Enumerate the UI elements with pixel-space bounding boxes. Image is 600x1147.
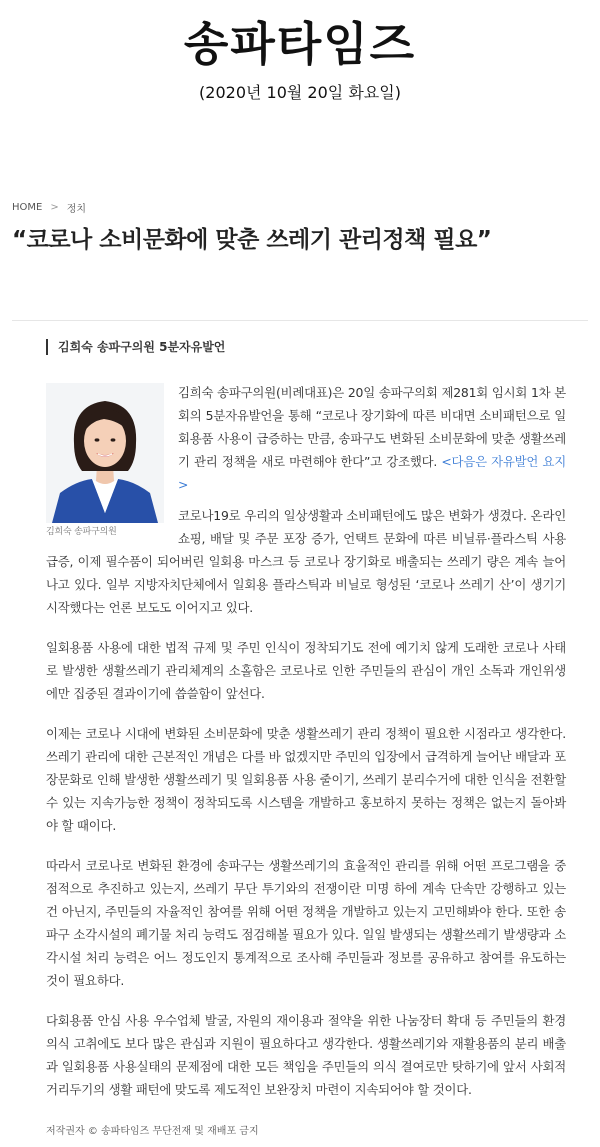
breadcrumb-home[interactable]: HOME — [12, 202, 43, 213]
site-title[interactable]: 송파타임즈 — [183, 17, 417, 71]
portrait-photo[interactable] — [46, 383, 164, 523]
article-headline: “코로나 소비문화에 맞춘 쓰레기 관리정책 필요” — [12, 227, 492, 253]
breadcrumb — [12, 200, 86, 215]
divider — [12, 320, 588, 321]
issue-date: (2020년 10월 20일 화요일) — [199, 83, 401, 102]
article-photo — [46, 383, 164, 539]
article-body — [46, 381, 566, 1118]
photo-caption: 김희숙 송파구의원 — [46, 527, 117, 537]
chevron-right-icon: > — [50, 202, 59, 213]
speech-summary-link[interactable]: <다음은 자유발언 요지> — [178, 454, 566, 492]
copyright-notice: 저작권자 © 송파타임즈 무단전재 및 재배포 금지 — [46, 1126, 259, 1137]
article-paragraph: 코로나19로 우리의 일상생활과 소비패턴에도 많은 변화가 생겼다. 온라인 쇼핑, 배달 및 주문 포장 증가, 언택트 문화에 따른 비닐류·플라스틱 사용 급증, 이제 필수품이 되어버린 일회용 마스크 등 코로나 장기화로 배출되는 쓰레기 량은 계속 늘어나고 있다. 일부 지방자치단체에서 일회용 플라스틱과 비닐로 형성된 ‘코로나 쓰레기 산’이 생기기 시작했다는 언론 보도도 이어지고 있다. — [46, 508, 566, 615]
article-paragraph: 따라서 코로나로 변화된 환경에 송파구는 생활쓰레기의 효율적인 관리를 위해 어떤 프로그램을 중점적으로 추진하고 있는지, 쓰레기 무단 투기와의 전쟁이란 미명 하에 계속 단속만 강행하고 있는 건 아닌지, 주민들의 자율적인 참여를 위해 어떤 정책을 개발하고 있는지 고민해봐야 한다. 또한 송파구 소각시설의 폐기물 처리 능력도 점검해볼 필요가 있다. 일일 발생되는 생활쓰레기 발생량과 소각시설 처리 능력은 어느 정도인지 통계적으로 조사해 주민들과 정보를 공유하고 참여를 유도하는 것이 필요하다. — [46, 858, 566, 988]
lead-text: 김희숙 송파구의원(비례대표)은 20일 송파구의회 제281회 임시회 1차 본회의 5분자유발언을 통해 “코로나 장기화에 따른 비대면 소비패턴으로 일회용품 사용이 급증하는 만큼, 송파구도 변화된 소비문화에 맞춘 생활쓰레기 관리 정책을 새로 마련해야 한다”고 강조했다. — [178, 385, 566, 469]
article-paragraph: 이제는 코로나 시대에 변화된 소비문화에 맞춘 생활쓰레기 관리 정책이 필요한 시점라고 생각한다. 쓰레기 관리에 대한 근본적인 개념은 다를 바 없겠지만 주민의 입장에서 급격하게 늘어난 배달과 포장문화로 인해 발생한 생활쓰레기 및 일회용품 사용 줄이기, 쓰레기 분리수거에 대한 인식을 전환할 수 있는 지속가능한 정책이 정착되도록 시스템을 개발하고 홍보하지 못하는 정책은 없는지 돌아봐야 할 때이다. — [46, 726, 566, 833]
breadcrumb-section[interactable]: 정치 — [66, 204, 87, 215]
masthead — [0, 14, 600, 104]
article-paragraph: 일회용품 사용에 대한 법적 규제 및 주민 인식이 정착되기도 전에 예기치 않게 도래한 코로나 사태로 발생한 생활쓰레기 관리체계의 소홀함은 코로나로 인한 주민들의 관심이 개인 소독과 개인위생에만 집중된 결과이기에 씁쓸함이 앞선다. — [46, 640, 566, 701]
article-subheadline: 김희숙 송파구의원 5분자유발언 — [46, 339, 225, 355]
article-paragraph: 다회용품 안심 사용 우수업체 발굴, 자원의 재이용과 절약을 위한 나눔장터 확대 등 주민들의 환경 의식 고취에도 보다 많은 관심과 지원이 필요하다고 생각한다. 생활쓰레기와 재활용품의 분리 배출과 일회용품 사용실태의 문제점에 대한 모든 책임을 주민들의 의식 결여로만 탓하기에 앞서 사회적 거리두기의 생활 패턴에 맞도록 제도적인 보완장치 마련이 지속되어야 할 것이다. — [46, 1013, 566, 1097]
